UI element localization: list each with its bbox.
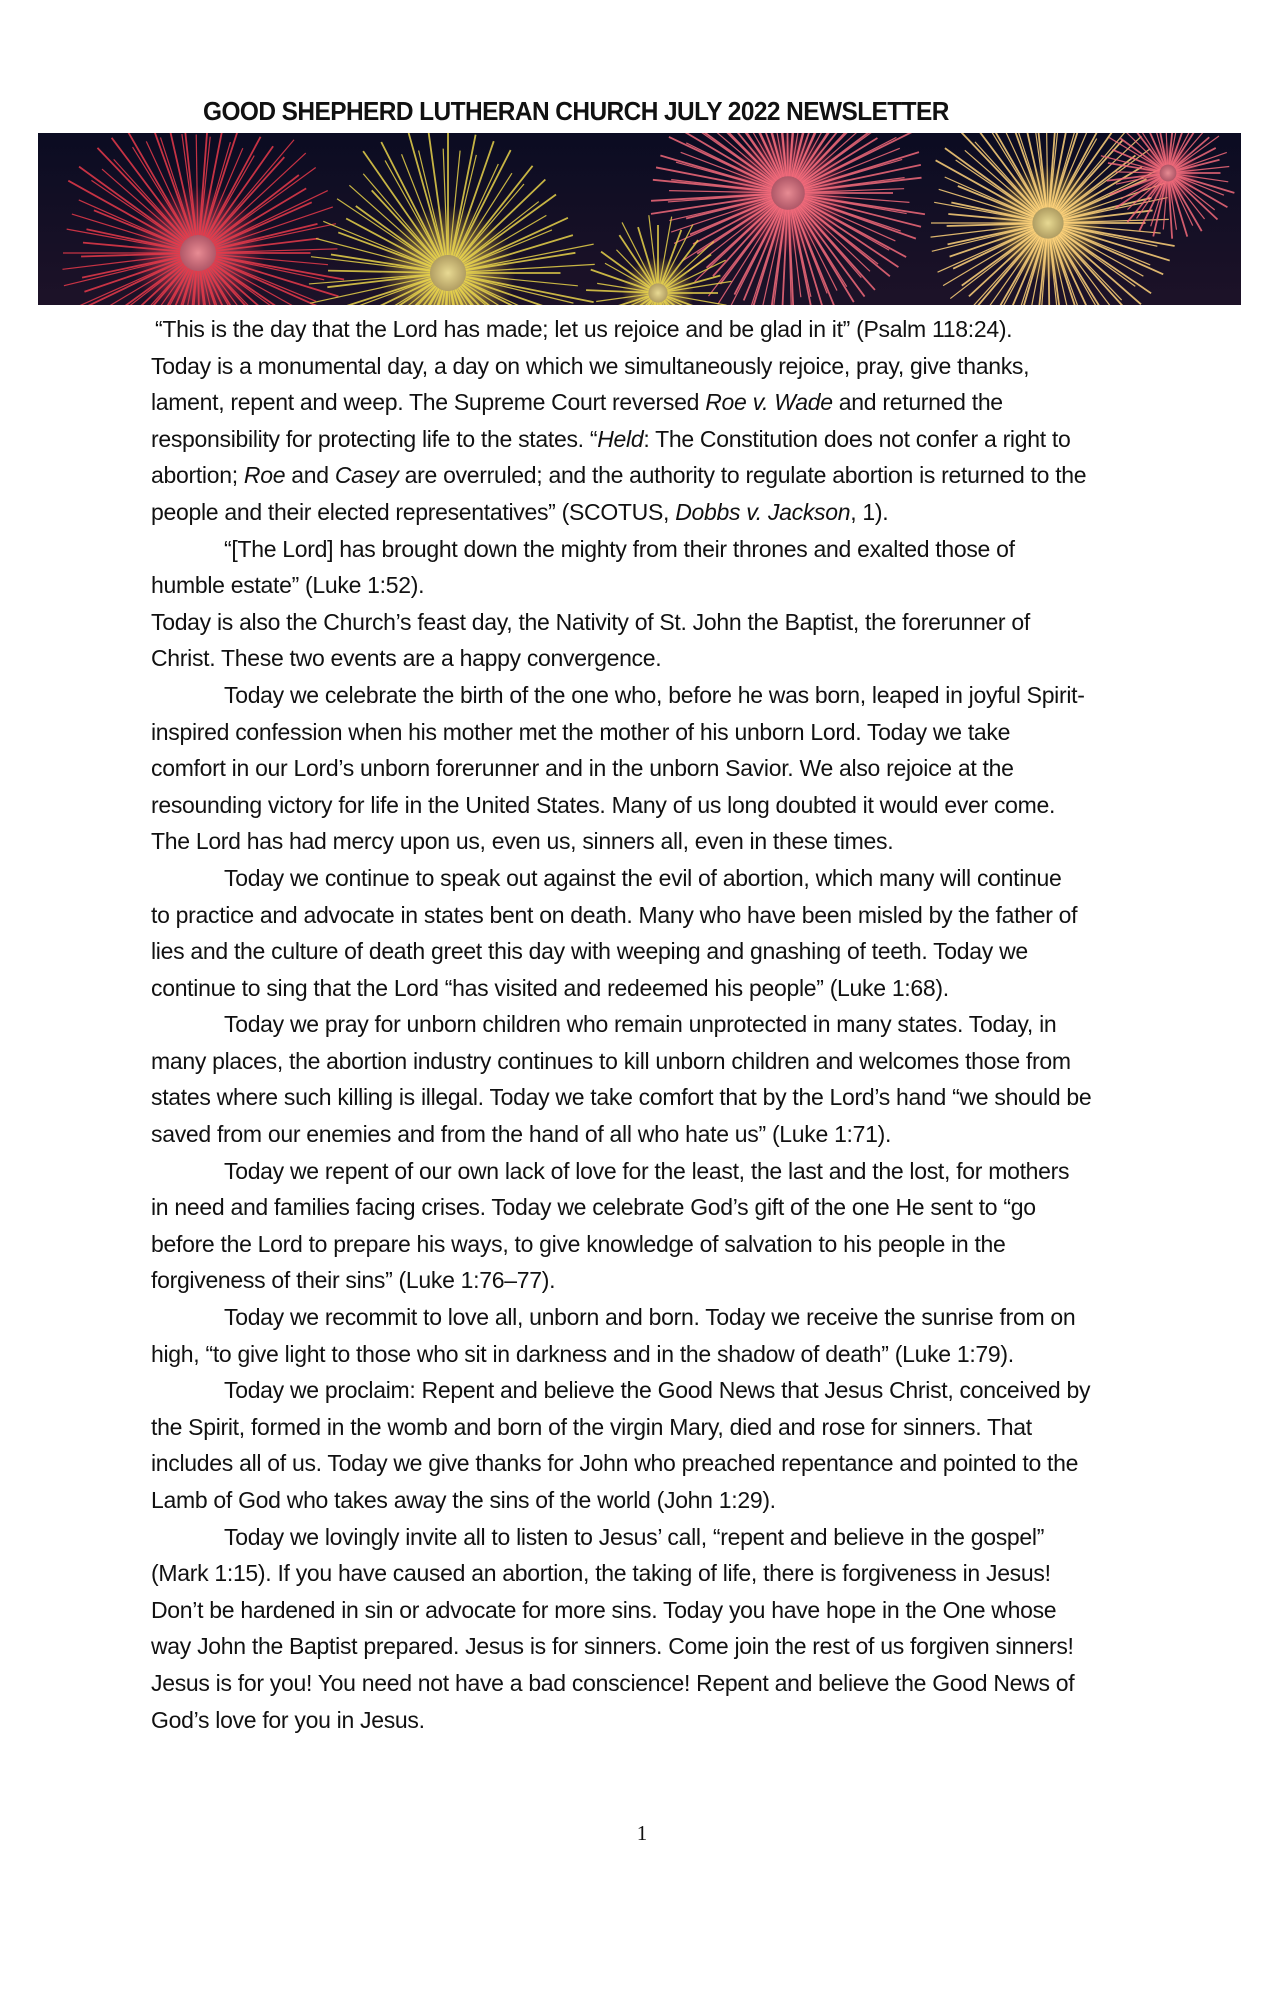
italic-term: Roe bbox=[243, 462, 286, 489]
body-line: lies and the culture of death greet this day with weeping and gnashing of teeth. Today we bbox=[151, 938, 1028, 965]
body-line: continue to sing that the Lord “has visited and redeemed his people” (Luke 1:68). bbox=[151, 974, 949, 1001]
article-body bbox=[151, 311, 1131, 1738]
italic-term: Casey bbox=[334, 462, 399, 489]
body-line: humble estate” (Luke 1:52). bbox=[151, 572, 425, 599]
body-line: “[The Lord] has brought down the mighty from their thrones and exalted those of bbox=[224, 535, 1015, 562]
italic-term: Dobbs v. Jackson bbox=[675, 498, 851, 525]
body-line: resounding victory for life in the United States. Many of us long doubted it would ever come. bbox=[151, 791, 1056, 818]
body-line: way John the Baptist prepared. Jesus is for sinners. Come join the rest of us forgiven sinners! bbox=[151, 1633, 1074, 1660]
body-line: Today we pray for unborn children who remain unprotected in many states. Today, in bbox=[224, 1011, 1057, 1038]
body-line: comfort in our Lord’s unborn forerunner and in the unborn Savior. We also rejoice at the bbox=[151, 755, 1014, 782]
body-line: lament, repent and weep. The Supreme Court reversed Roe v. Wade and returned the bbox=[151, 389, 1003, 416]
body-line: “This is the day that the Lord has made; let us rejoice and be glad in it” (Psalm 118:24). bbox=[155, 316, 1013, 342]
body-line: Jesus is for you! You need not have a bad conscience! Repent and believe the Good News of bbox=[151, 1669, 1075, 1696]
body-line: Today we lovingly invite all to listen to Jesus’ call, “repent and believe in the gospel” bbox=[224, 1523, 1045, 1550]
body-line: Today we celebrate the birth of the one who, before he was born, leaped in joyful Spirit- bbox=[224, 681, 1085, 708]
body-line: states where such killing is illegal. Today we take comfort that by the Lord’s hand “we should be bbox=[151, 1084, 1092, 1111]
body-line: responsibility for protecting life to the states. “Held: The Constitution does not confer a right to bbox=[151, 425, 1071, 452]
fireworks-banner bbox=[38, 133, 1241, 305]
body-line: to practice and advocate in states bent on death. Many who have been misled by the father of bbox=[151, 901, 1078, 928]
body-line: people and their elected representatives” (SCOTUS, Dobbs v. Jackson, 1). bbox=[151, 498, 889, 525]
body-line: Don’t be hardened in sin or advocate for more sins. Today you have hope in the One whose bbox=[151, 1596, 1057, 1623]
body-line: Today is also the Church’s feast day, the Nativity of St. John the Baptist, the forerunner of bbox=[151, 608, 1030, 635]
body-line: forgiveness of their sins” (Luke 1:76–77). bbox=[151, 1267, 556, 1294]
body-line: The Lord has had mercy upon us, even us, sinners all, even in these times. bbox=[151, 828, 894, 855]
newsletter-title: GOOD SHEPHERD LUTHERAN CHURCH JULY 2022 NEWSLETTER bbox=[203, 96, 949, 126]
italic-term: Held bbox=[597, 425, 644, 452]
body-line: includes all of us. Today we give thanks for John who preached repentance and pointed to the bbox=[151, 1450, 1079, 1477]
body-line: Today we repent of our own lack of love for the least, the last and the lost, for mothers bbox=[224, 1157, 1070, 1184]
body-line: the Spirit, formed in the womb and born of the virgin Mary, died and rose for sinners. That bbox=[151, 1413, 1032, 1440]
body-line: Today we continue to speak out against the evil of abortion, which many will continue bbox=[224, 864, 1062, 891]
page-number: 1 bbox=[636, 1821, 648, 1845]
body-line: many places, the abortion industry continues to kill unborn children and welcomes those from bbox=[151, 1047, 1071, 1074]
italic-term: Roe v. Wade bbox=[705, 389, 833, 416]
body-line: God’s love for you in Jesus. bbox=[151, 1706, 425, 1733]
body-line: saved from our enemies and from the hand of all who hate us” (Luke 1:71). bbox=[151, 1121, 892, 1148]
body-line: (Mark 1:15). If you have caused an abortion, the taking of life, there is forgiveness in Jesus! bbox=[151, 1560, 1051, 1587]
body-line: high, “to give light to those who sit in darkness and in the shadow of death” (Luke 1:79). bbox=[151, 1340, 1014, 1367]
body-line: Today we recommit to love all, unborn and born. Today we receive the sunrise from on bbox=[224, 1304, 1076, 1331]
fireworks-image bbox=[38, 133, 1241, 305]
body-line: inspired confession when his mother met the mother of his unborn Lord. Today we take bbox=[151, 718, 1011, 745]
body-line: Lamb of God who takes away the sins of the world (John 1:29). bbox=[151, 1487, 776, 1513]
body-line: in need and families facing crises. Today we celebrate God’s gift of the one He sent to “go bbox=[151, 1194, 1036, 1221]
body-line: Christ. These two events are a happy convergence. bbox=[151, 645, 662, 672]
body-line: Today is a monumental day, a day on which we simultaneously rejoice, pray, give thanks, bbox=[151, 352, 1030, 379]
body-line: before the Lord to prepare his ways, to give knowledge of salvation to his people in the bbox=[151, 1230, 1006, 1257]
body-line: abortion; Roe and Casey are overruled; and the authority to regulate abortion is returned to the bbox=[151, 462, 1087, 489]
body-line: Today we proclaim: Repent and believe the Good News that Jesus Christ, conceived by bbox=[224, 1377, 1091, 1404]
